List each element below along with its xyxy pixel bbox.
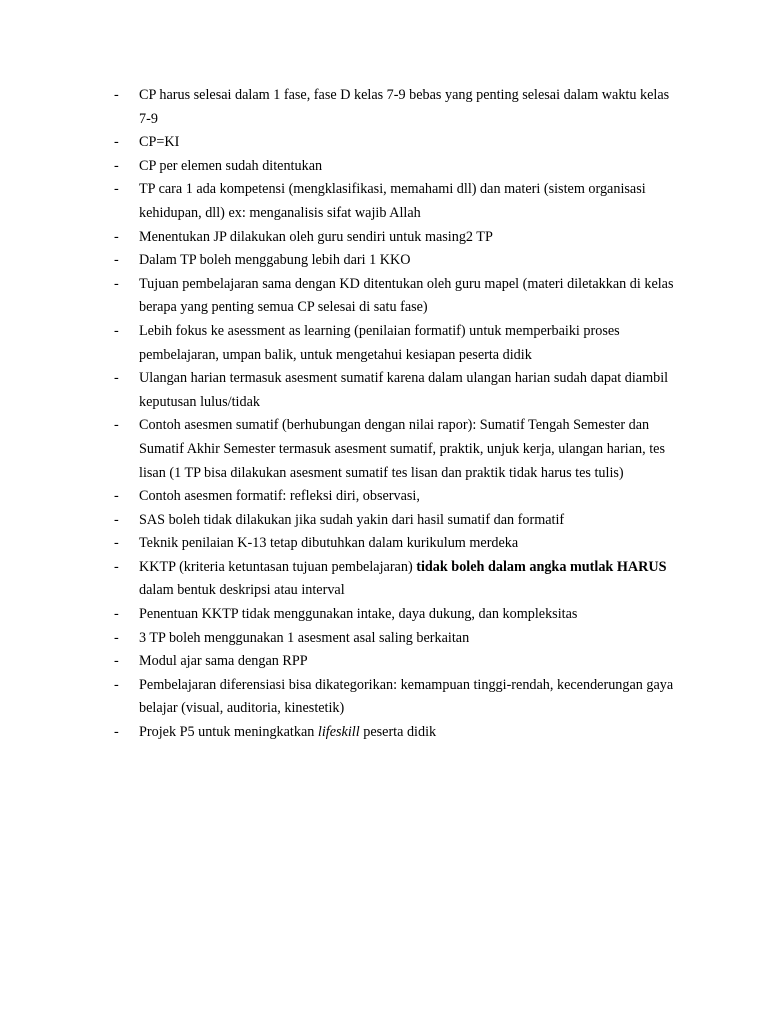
list-item [114, 485, 684, 509]
list-item-text: Ulangan harian termasuk asesment sumatif karena dalam ulangan harian sudah dapat diambil keputusan lulus/tidak [139, 370, 669, 410]
list-item-text: Pembelajaran diferensiasi bisa dikategorikan: kemampuan tinggi-rendah, kecenderungan gaya belajar (visual, auditoria, kinestetik) [139, 676, 674, 717]
list-item [114, 674, 684, 721]
list-item-text: Modul ajar sama dengan RPP [139, 653, 308, 670]
list-item [114, 650, 684, 674]
list-item [114, 155, 684, 179]
bullet-dash: - [114, 653, 119, 670]
list-item [114, 603, 684, 627]
bullet-dash: - [114, 558, 119, 575]
italic-emphasis-text: lifeskill [317, 724, 360, 741]
bullet-dash: - [114, 676, 119, 693]
bullet-dash: - [114, 252, 119, 269]
list-item-text: Contoh asesmen formatif: refleksi diri, observasi, [139, 488, 420, 505]
bullet-dash: - [114, 228, 119, 245]
list-item [114, 273, 684, 320]
list-item-text [139, 556, 684, 603]
bullet-dash: - [114, 724, 119, 741]
list-item [114, 178, 684, 225]
list-item [114, 249, 684, 273]
list-item [114, 509, 684, 533]
list-item-text: CP=KI [139, 134, 180, 151]
bullet-list [114, 84, 684, 745]
list-item-text [139, 721, 684, 745]
list-item-text: CP per elemen sudah ditentukan [139, 157, 323, 174]
bullet-dash: - [114, 606, 119, 623]
bullet-dash: - [114, 87, 119, 103]
bold-emphasis-text: tidak boleh dalam angka mutlak HARUS [416, 558, 667, 575]
list-item [114, 627, 684, 651]
list-item-text-part: dalam bentuk deskripsi atau interval [139, 582, 345, 599]
bullet-dash: - [114, 181, 119, 198]
bullet-dash: - [114, 629, 119, 646]
list-item [114, 226, 684, 250]
bullet-dash: - [114, 275, 119, 292]
bullet-dash: - [114, 417, 119, 434]
bullet-dash: - [114, 157, 119, 174]
list-item [114, 721, 684, 745]
list-item-text: TP cara 1 ada kompetensi (mengklasifikasi, memahami dll) dan materi (sistem organisasi kehidupan, dll) ex: menganalisis sifat wajib Allah [139, 181, 646, 221]
bullet-dash: - [114, 370, 119, 387]
bullet-dash: - [114, 134, 119, 151]
list-item-text: CP harus selesai dalam 1 fase, fase D kelas 7-9 bebas yang penting selesai dalam waktu kelas 7-9 [139, 87, 670, 127]
list-item [114, 367, 684, 414]
list-item-text: Dalam TP boleh menggabung lebih dari 1 KKO [139, 252, 411, 269]
list-item-text: 3 TP boleh menggunakan 1 asesment asal saling berkaitan [139, 629, 470, 646]
list-item [114, 414, 684, 485]
list-item-text-part: peserta didik [359, 724, 437, 741]
list-item [114, 131, 684, 155]
list-item [114, 556, 684, 603]
list-item [114, 84, 684, 131]
list-item-text: Tujuan pembelajaran sama dengan KD ditentukan oleh guru mapel (materi diletakkan di kelas berapa yang penting semua CP selesai di satu fase) [139, 275, 674, 316]
bullet-dash: - [114, 322, 119, 339]
bullet-dash: - [114, 488, 119, 505]
list-item-text: SAS boleh tidak dilakukan jika sudah yakin dari hasil sumatif dan formatif [139, 511, 565, 528]
list-item-text-part: Projek P5 untuk meningkatkan [139, 724, 318, 741]
list-item-text: Penentuan KKTP tidak menggunakan intake, daya dukung, dan kompleksitas [139, 606, 578, 623]
bullet-dash: - [114, 511, 119, 528]
list-item [114, 532, 684, 556]
list-item-text-part: KKTP (kriteria ketuntasan tujuan pembelajaran) [139, 558, 417, 575]
list-item [114, 320, 684, 367]
list-item-text: Teknik penilaian K-13 tetap dibutuhkan dalam kurikulum merdeka [139, 535, 519, 552]
list-item-text: Contoh asesmen sumatif (berhubungan dengan nilai rapor): Sumatif Tengah Semester dan Sumatif Akhir Semester termasuk asesment sumatif, praktik, unjuk kerja, ulangan harian, tes lisan (1 TP bisa dilakukan asesment sumatif tes lisan dan praktik tidak harus tes tulis) [139, 417, 665, 481]
bullet-dash: - [114, 535, 119, 552]
list-item-text: Menentukan JP dilakukan oleh guru sendiri untuk masing2 TP [139, 228, 493, 245]
list-item-text: Lebih fokus ke asessment as learning (penilaian formatif) untuk memperbaiki proses pembelajaran, umpan balik, untuk mengetahui kesiapan peserta didik [139, 322, 620, 363]
